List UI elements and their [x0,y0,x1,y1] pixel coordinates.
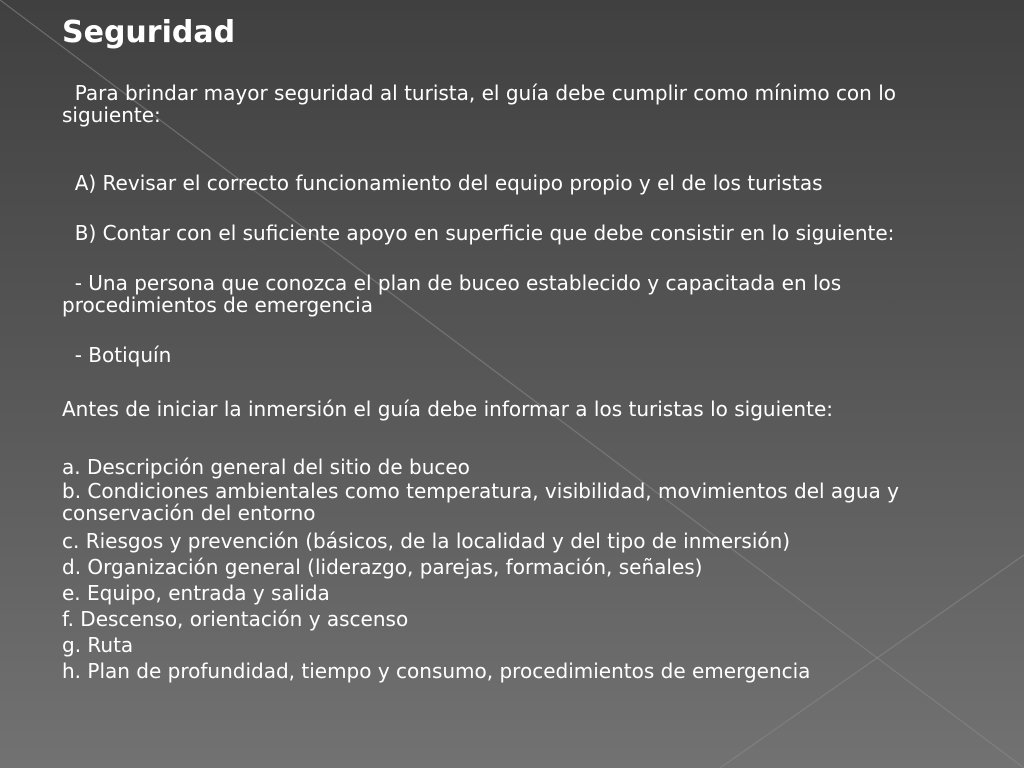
list-item: g. Ruta [62,633,134,657]
before-dive-paragraph: Antes de iniciar la inmersión el guía debe informar a los turistas lo siguiente: [62,397,833,421]
sub-point-botiquin: - Botiquín [62,343,172,367]
sub-point-persona: - Una persona que conozca el plan de buceo establecido y capacitada en los procedimientos de emergencia [62,271,848,317]
list-item: b. Condiciones ambientales como temperatura, visibilidad, movimientos del agua y conservación del entorno [62,479,899,525]
point-b: B) Contar con el suficiente apoyo en superficie que debe consistir en lo siguiente: [62,221,895,245]
briefing-list [62,454,962,684]
slide-title: Seguridad [62,15,236,50]
point-a: A) Revisar el correcto funcionamiento del equipo propio y el de los turistas [62,171,823,195]
list-item: h. Plan de profundidad, tiempo y consumo, procedimientos de emergencia [62,659,811,683]
list-item: f. Descenso, orientación y ascenso [62,607,409,631]
list-item: c. Riesgos y prevención (básicos, de la localidad y del tipo de inmersión) [62,529,791,553]
intro-paragraph: Para brindar mayor seguridad al turista, el guía debe cumplir como mínimo con lo siguiente: [62,81,903,127]
list-item: d. Organización general (liderazgo, parejas, formación, señales) [62,555,703,579]
slide-content [62,14,962,684]
list-item: a. Descripción general del sitio de buceo [62,455,470,479]
list-item: e. Equipo, entrada y salida [62,581,330,605]
